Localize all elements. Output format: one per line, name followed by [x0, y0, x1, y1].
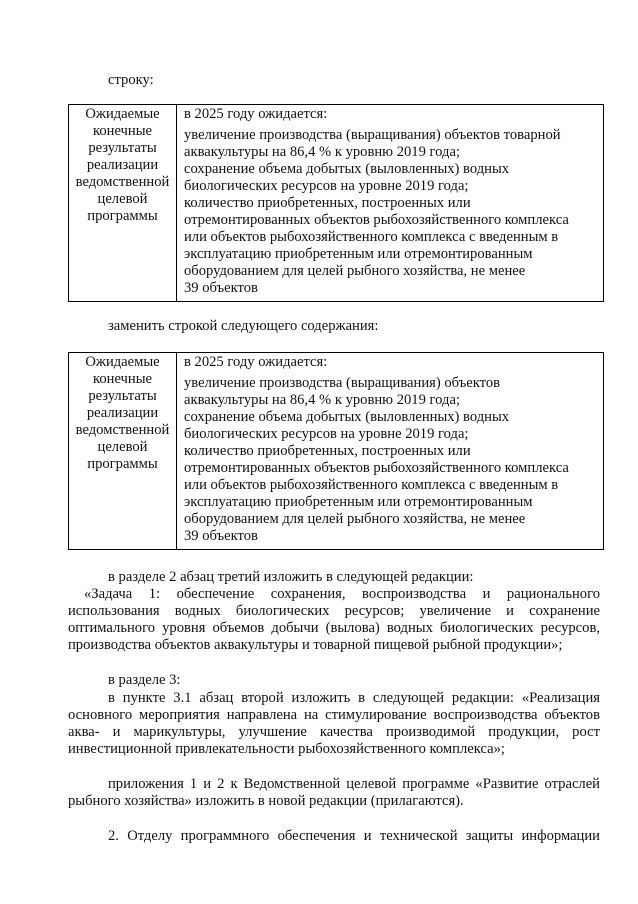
section2-lead: в разделе 2 абзац третий изложить в следующей редакции: [108, 569, 474, 585]
results-table-new [68, 352, 604, 550]
label-line: результаты [88, 388, 157, 404]
label-line: целевой [97, 439, 148, 455]
label-line: ведомственной [75, 422, 170, 438]
label-line: ведомственной [75, 174, 170, 190]
label-line: конечные [92, 123, 152, 139]
value-line: эксплуатацию приобретенным или отремонтированным [184, 246, 533, 262]
section3-paragraph [68, 690, 600, 758]
results-table-old [68, 104, 604, 302]
paragraph-line: производства объектов аквакультуры и товарной пищевой рыбной продукции»; [68, 637, 563, 653]
label-line: реализации [86, 157, 159, 173]
label-line: Ожидаемые [85, 354, 160, 370]
paragraph-line: «Задача 1: обеспечение сохранения, воспроизводства и рационального [84, 586, 600, 602]
value-line: сохранение объема добытых (выловленных) водных [184, 161, 510, 177]
value-line: количество приобретенных, построенных или [184, 195, 471, 211]
value-line: или объектов рыбохозяйственного комплекса с введенным в [184, 229, 559, 245]
paragraph-line: 2. Отделу программного обеспечения и технической защиты информации [108, 828, 600, 844]
value-line: 39 объектов [184, 528, 258, 544]
value-line: отремонтированных объектов рыбохозяйственного комплекса [184, 460, 569, 476]
label-line: результаты [88, 140, 157, 156]
value-line: 39 объектов [184, 280, 258, 296]
paragraph-line: в пункте 3.1 абзац второй изложить в следующей редакции: «Реализация [108, 690, 600, 706]
value-head: в 2025 году ожидается: [184, 354, 328, 370]
value-line: эксплуатацию приобретенным или отремонтированным [184, 494, 533, 510]
paragraph-line: инвестиционной привлекательности рыбохозяйственного комплекса»; [68, 741, 505, 757]
section2-paragraph [68, 586, 600, 654]
label-line: программы [87, 456, 158, 472]
paragraph-line: рыбного хозяйства» изложить в новой редакции (прилагаются). [68, 793, 464, 809]
value-line: оборудованием для целей рыбного хозяйства, не менее [184, 511, 526, 527]
value-line: количество приобретенных, построенных или [184, 443, 471, 459]
table-label-cell [69, 353, 177, 549]
table-value-cell [184, 354, 597, 545]
label-line: реализации [86, 405, 159, 421]
appendix-paragraph [68, 776, 600, 810]
value-line: увеличение производства (выращивания) объектов [184, 375, 501, 391]
label-line: целевой [97, 191, 148, 207]
paragraph-line: приложения 1 и 2 к Ведомственной целевой программе «Развитие отраслей [108, 776, 600, 792]
table-value-cell [184, 106, 597, 297]
value-line: аквакультуры на 86,4 % к уровню 2019 года; [184, 144, 460, 160]
value-line: биологических ресурсов на уровне 2019 года; [184, 178, 469, 194]
replace-instruction: заменить строкой следующего содержания: [108, 318, 379, 334]
section3-lead: в разделе 3: [108, 672, 181, 688]
label-line: программы [87, 208, 158, 224]
value-line: биологических ресурсов на уровне 2019 года; [184, 426, 469, 442]
value-line: аквакультуры на 86,4 % к уровню 2019 года; [184, 392, 460, 408]
value-line: сохранение объема добытых (выловленных) водных [184, 409, 510, 425]
value-line: оборудованием для целей рыбного хозяйства, не менее [184, 263, 526, 279]
value-line: или объектов рыбохозяйственного комплекса с введенным в [184, 477, 559, 493]
value-line: отремонтированных объектов рыбохозяйственного комплекса [184, 212, 569, 228]
item2-paragraph [68, 828, 600, 845]
paragraph-line: использования водных биологических ресурсов; увеличение и сохранение [68, 603, 600, 619]
value-line: увеличение производства (выращивания) объектов товарной [184, 127, 561, 143]
value-head: в 2025 году ожидается: [184, 106, 328, 122]
label-line: Ожидаемые [85, 106, 160, 122]
table-label-cell [69, 105, 177, 301]
paragraph-line: основного мероприятия направлена на стимулирование воспроизводства объектов [68, 707, 600, 723]
intro-text: строку: [108, 72, 154, 88]
paragraph-line: оптимального уровня объемов добычи (вылова) водных биологических ресурсов, [68, 620, 600, 636]
label-line: конечные [92, 371, 152, 387]
paragraph-line: аква- и марикультуры, улучшение качества производимой продукции, рост [68, 724, 600, 740]
